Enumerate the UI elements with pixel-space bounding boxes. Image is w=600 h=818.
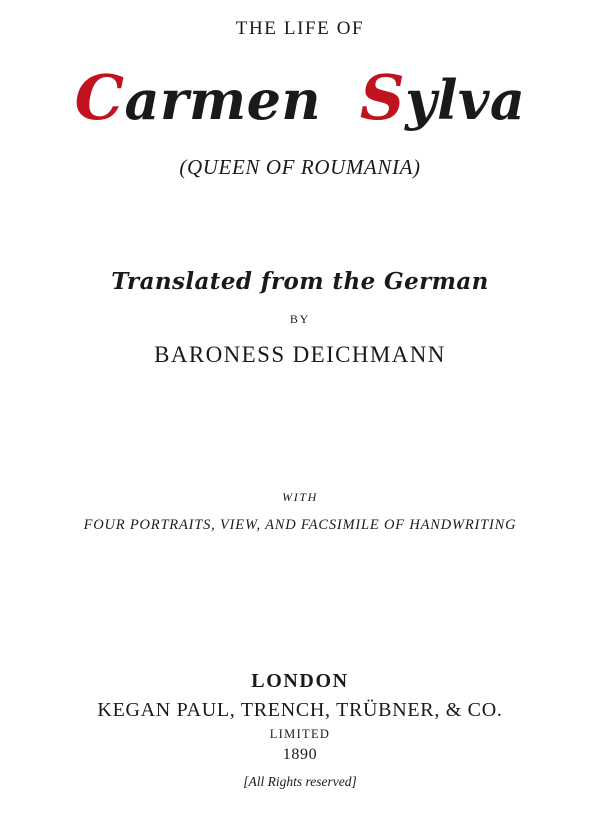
subtitle: (QUEEN OF ROUMANIA) <box>179 155 421 179</box>
illustrations-note: FOUR PORTRAITS, VIEW, AND FACSIMILE OF HANDWRITING <box>83 517 517 533</box>
title-word-one: armen <box>124 68 322 132</box>
translation-note: Translated from the German <box>111 268 489 295</box>
by-label: BY <box>289 312 311 326</box>
title-initial-s: S <box>359 61 406 134</box>
series-line: THE LIFE OF <box>235 18 365 39</box>
imprint-block <box>0 670 600 790</box>
imprint-publisher: KEGAN PAUL, TRENCH, TRÜBNER, & CO. <box>97 699 503 721</box>
book-title-text <box>74 61 526 134</box>
title-page <box>0 18 600 818</box>
title-initial-c: C <box>74 61 125 134</box>
imprint-city: LONDON <box>251 670 349 692</box>
title-space <box>321 68 360 132</box>
translator-name: BARONESS DEICHMANN <box>154 342 446 367</box>
title-word-two: ylva <box>405 68 526 132</box>
book-title <box>0 61 600 134</box>
rights-statement: [All Rights reserved] <box>243 774 357 789</box>
imprint-year: 1890 <box>282 746 318 763</box>
imprint-limited: LIMITED <box>269 727 331 741</box>
with-label: WITH <box>282 490 318 504</box>
